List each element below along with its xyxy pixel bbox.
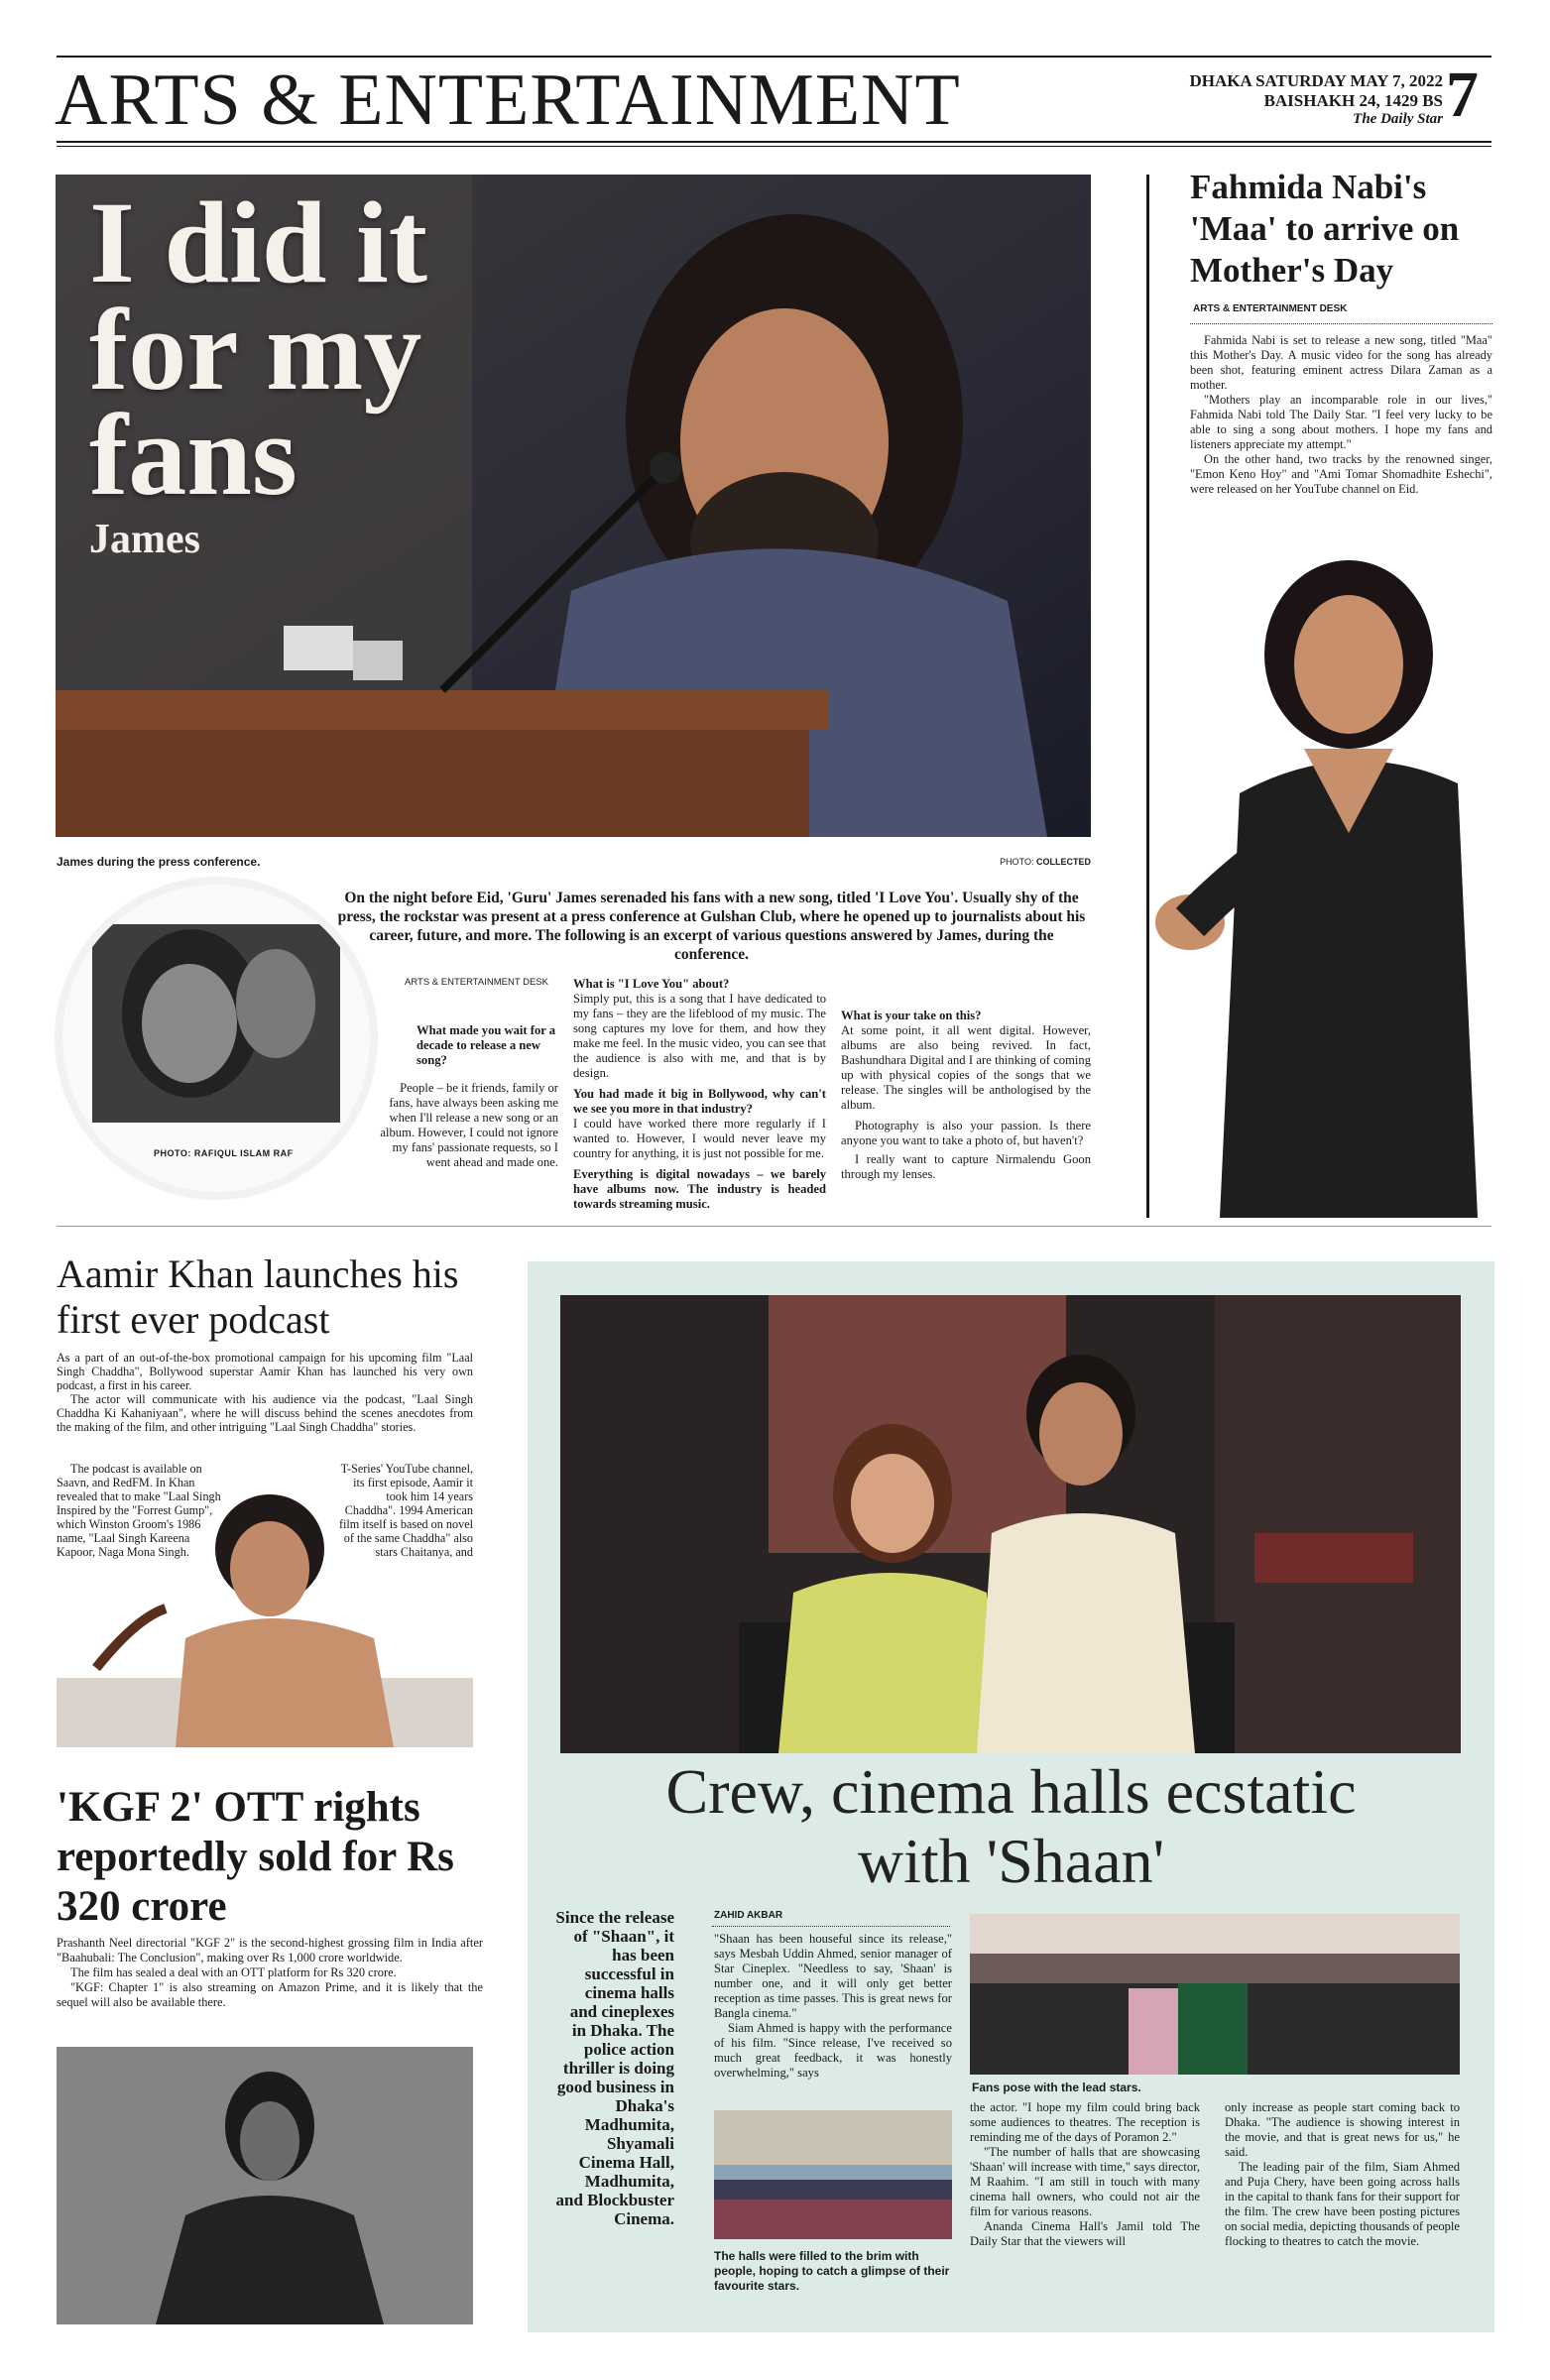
fahmida-p1: Fahmida Nabi is set to release a new song, titled "Maa" this Mother's Day. A music video for the song has already been shot, featuring eminent actress Dilara Zaman as a mother. bbox=[1190, 333, 1492, 392]
shaan-col2-text: the actor. "I hope my film could bring back some audiences to theatres. The reception is reminding me of the days of Poramon 2." bbox=[970, 2100, 1200, 2144]
aamir-body-top bbox=[57, 1351, 473, 1434]
kgf-headline: 'KGF 2' OTT rights reportedly sold for Rs 320 crore bbox=[57, 1784, 454, 1930]
james-headline-line3: fans bbox=[89, 390, 298, 520]
aamir-photo bbox=[57, 1489, 473, 1747]
fahmida-body bbox=[1190, 333, 1492, 497]
shaan-main-illustration bbox=[560, 1295, 1461, 1753]
james-a7: I really want to capture Nirmalendu Goon through my lenses. bbox=[841, 1152, 1091, 1181]
masthead-rule-1 bbox=[57, 141, 1491, 143]
page-number: 7 bbox=[1446, 59, 1479, 131]
kgf-p1: Prashanth Neel directorial "KGF 2" is the second-highest grossing film in India after "Baahubali: The Conclusion", making over Rs 1,000 crore worldwide. bbox=[57, 1936, 483, 1964]
james-a1-block bbox=[375, 1081, 558, 1170]
shaan-col1-text: "Shaan has been houseful since its release," says Mesbah Uddin Ahmed, senior manager of Star Cineplex. "Needless to say, 'Shaan' is number one, and it will only get better reception as time passes. This is great news for Bangla cinema." bbox=[714, 1932, 952, 2020]
james-column-1 bbox=[405, 977, 558, 989]
column-divider bbox=[1146, 175, 1149, 1218]
shaan-col-1 bbox=[714, 1932, 952, 2081]
fahmida-illustration bbox=[1150, 536, 1492, 1218]
james-photo-credit bbox=[932, 857, 1091, 867]
james-a5: At some point, it all went digital. However, albums are also being revived. In fact, Bashundhara Digital and I are thinking of coming up with physical copies of the songs that we release. The singles will be anthologised by the album. bbox=[841, 1023, 1091, 1112]
fahmida-byline-rule bbox=[1190, 323, 1492, 324]
kgf-p3: "KGF: Chapter 1" is also streaming on Amazon Prime, and it is likely that the sequel will also be available there. bbox=[57, 1980, 483, 2009]
kgf-illustration bbox=[57, 2047, 473, 2324]
james-column-3 bbox=[841, 1009, 1091, 1182]
shaan-col2c: Ananda Cinema Hall's Jamil told The Daily Star that the viewers will bbox=[970, 2219, 1200, 2248]
james-headline-line1: I did it bbox=[89, 178, 428, 307]
shaan-headline-line1: Crew, cinema halls ecstatic bbox=[665, 1756, 1357, 1827]
shaan-col1b: Siam Ahmed is happy with the performance of his film. "Since release, I've received so much great feedback, it was honestly overwhelming," says bbox=[714, 2021, 952, 2080]
masthead-rule-2 bbox=[57, 146, 1491, 147]
shaan-pullquote: Since the release of "Shaan", it has been successful in cinema halls and cineplexes in Dhaka. The police action thriller is doing good business in Dhaka's Madhumita, Shyamali Cinema Hall, Madhumita, and Blockbuster Cinema. bbox=[555, 1908, 674, 2228]
james-a3: I could have worked there more regularly if I wanted to. However, I would never leave my country for anything, it is just not possible for me. bbox=[573, 1117, 826, 1160]
kgf-p2: The film has sealed a deal with an OTT platform for Rs 320 crore. bbox=[70, 1965, 397, 1979]
section-title: ARTS & ENTERTAINMENT bbox=[55, 60, 961, 141]
shaan-col2b: "The number of halls that are showcasing 'Shaan' will increase with time," says director, M Raahim. "I am still in touch with many cinema hall owners, who could not air the film for various reasons. bbox=[970, 2145, 1200, 2218]
james-a1: People – be it friends, family or fans, have always been asking me when I'll release a new song or an album. However, I could not ignore my fans' passionate requests, so I went ahead and made one. bbox=[380, 1081, 558, 1169]
shaan-byline-rule bbox=[712, 1926, 950, 1927]
fahmida-p2: "Mothers play an incomparable role in our lives," Fahmida Nabi told The Daily Star. "I feel very lucky to be able to sing a song about mothers. I hope my fans and listeners appreciate my attempt." bbox=[1190, 393, 1492, 451]
james-q3: You had made it big in Bollywood, why can't we see you more in that industry? bbox=[573, 1087, 826, 1116]
aamir-headline: Aamir Khan launches his first ever podcast bbox=[57, 1251, 459, 1342]
shaan-byline: ZAHID AKBAR bbox=[714, 1910, 783, 1921]
credit-label: PHOTO: bbox=[1000, 857, 1034, 867]
aamir-p3b: T-Series' YouTube channel, its first episode, Aamir it took him 14 years Chaddha". 1994 American film itself is based on novel of the same Chaddha" also stars Chaitanya, and bbox=[338, 1462, 473, 1559]
shaan-col3-text: only increase as people start coming back to Dhaka. "The audience is showing interest in the movie, and that is great news for us," he said. bbox=[1225, 2100, 1460, 2159]
paper-name: The Daily Star bbox=[1353, 111, 1443, 127]
aamir-illustration bbox=[57, 1489, 473, 1747]
fahmida-byline: ARTS & ENTERTAINMENT DESK bbox=[1193, 303, 1348, 314]
shaan-main-photo bbox=[560, 1295, 1461, 1753]
fans-illustration bbox=[970, 1914, 1460, 2075]
shaan-fans-photo bbox=[970, 1914, 1460, 2075]
james-q5: What is your take on this? bbox=[841, 1009, 982, 1022]
james-q4: Everything is digital nowadays – we barely have albums now. The industry is headed towards streaming music. bbox=[573, 1167, 826, 1211]
james-photo-caption: James during the press conference. bbox=[57, 855, 261, 869]
james-q1: What made you wait for a decade to release a new song? bbox=[417, 1023, 556, 1067]
james-a2: Simply put, this is a song that I have dedicated to my fans – they are the lifeblood of my music. The song captures my love for them, and how they make me feel. In the music video, you can see that the audience is also with me, and that is by design. bbox=[573, 992, 826, 1080]
james-name: James bbox=[89, 517, 200, 562]
james-q1-block bbox=[417, 1023, 558, 1068]
shaan-halls-caption: The halls were filled to the brim with people, hoping to catch a glimpse of their favourite stars. bbox=[714, 2249, 950, 2293]
james-inset-portrait bbox=[62, 885, 370, 1192]
shaan-headline-line2: with 'Shaan' bbox=[857, 1826, 1165, 1896]
shaan-col-2 bbox=[970, 2100, 1200, 2249]
james-column-2 bbox=[573, 977, 826, 1212]
section-divider bbox=[57, 1226, 1491, 1227]
bangla-date: BAISHAKH 24, 1429 BS bbox=[1263, 91, 1443, 110]
fahmida-p3: On the other hand, two tracks by the renowned singer, "Emon Keno Hoy" and "Ami Tomar Shomadhite Eshechi", were released on her YouTube channel on Eid. bbox=[1190, 452, 1492, 496]
james-a6: Photography is also your passion. Is there anyone you want to take a photo of, but haven't? bbox=[841, 1119, 1091, 1147]
james-byline: ARTS & ENTERTAINMENT DESK bbox=[405, 977, 548, 988]
inset-photo-credit: PHOTO: RAFIQUL ISLAM RAF bbox=[154, 1148, 294, 1158]
shaan-halls-photo bbox=[714, 2110, 952, 2239]
credit-name: COLLECTED bbox=[1036, 857, 1091, 867]
james-headline-line2: for my bbox=[89, 285, 422, 415]
shaan-col3b: The leading pair of the film, Siam Ahmed and Puja Chery, have been going across halls in the capital to thank fans for their support for the film. The crew have been posting pictures on social media, depicting thousands of people flocking to theatres to catch the movie. bbox=[1225, 2160, 1460, 2248]
fahmida-headline: Fahmida Nabi's 'Maa' to arrive on Mother's Day bbox=[1190, 168, 1460, 290]
fahmida-portrait bbox=[1150, 536, 1492, 1218]
shaan-col-3 bbox=[1225, 2100, 1460, 2249]
dateline: DHAKA SATURDAY MAY 7, 2022 bbox=[1189, 71, 1443, 90]
kgf-photo bbox=[57, 2047, 473, 2324]
aamir-p2: The actor will communicate with his audience via the podcast, "Laal Singh Chaddha Ki Kahaniyaan", where he will discuss behind the scenes anecdotes from the making of the film, and other intriguing "Laal Singh Chaddha" stories. bbox=[57, 1392, 473, 1434]
james-inset-illustration bbox=[62, 885, 370, 1192]
aamir-p3a: The podcast is available on Saavn, and RedFM. In Khan revealed that to make "Laal Singh Inspired by the "Forrest Gump", which Winston Groom's 1986 name, "Laal Singh Kareena Kapoor, Naga Mona Singh. bbox=[57, 1462, 221, 1559]
aamir-p1: As a part of an out-of-the-box promotional campaign for his upcoming film "Laal Singh Chaddha", Bollywood superstar Aamir Khan has launched his very own podcast, a first in his career. bbox=[57, 1351, 473, 1392]
shaan-fans-caption: Fans pose with the lead stars. bbox=[972, 2081, 1141, 2094]
james-intro: On the night before Eid, 'Guru' James serenaded his fans with a new song, titled 'I Love You'. Usually shy of the press, the rockstar was present at a press conference at Gulshan Club, where he opened up to journalists about his career, future, and more. The following is an excerpt of various questions answered by James, during the conference. bbox=[337, 890, 1086, 963]
kgf-body bbox=[57, 1936, 483, 2010]
halls-illustration bbox=[714, 2110, 952, 2239]
james-q2: What is "I Love You" about? bbox=[573, 977, 730, 991]
